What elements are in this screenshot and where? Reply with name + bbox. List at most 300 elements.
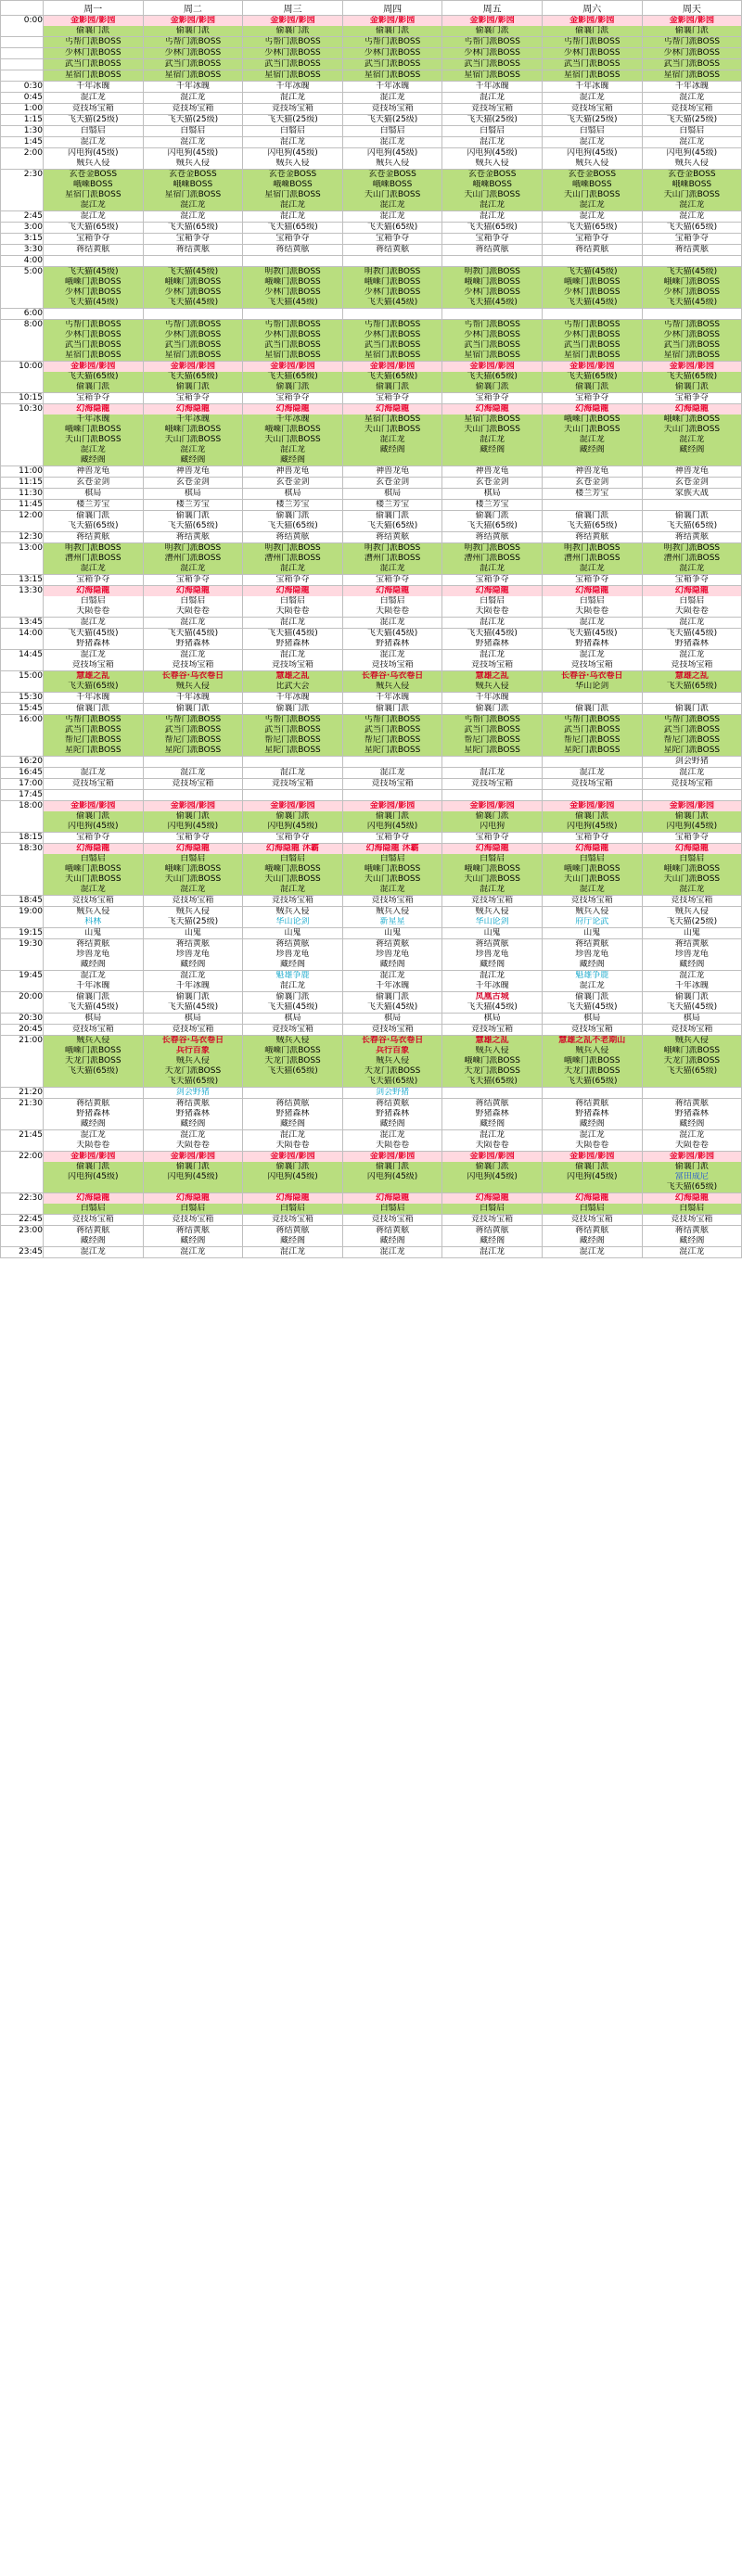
event-entry: 飞天猫(45级) <box>467 629 518 638</box>
event-entry: 贼兵入侵 <box>674 1036 709 1045</box>
schedule-cell <box>642 1025 742 1036</box>
schedule-cell <box>342 48 442 59</box>
event-entry: 竞技场宝箱 <box>172 660 214 670</box>
event-entry: 飞天猫(45级) <box>467 298 518 307</box>
event-entry: 金影园/影园 <box>243 362 342 372</box>
event-entry: 蒋结黄舷 <box>76 1099 110 1108</box>
schedule-cell <box>243 511 343 532</box>
event-entry: 金影园/影园 <box>643 16 742 26</box>
event-entry: 宝箱争夺 <box>275 833 310 842</box>
schedule-cell <box>243 768 343 779</box>
event-entry: 竞技场宝箱 <box>371 896 414 905</box>
event-entry: 少林门派BOSS <box>65 287 122 297</box>
table-row <box>1 1247 742 1258</box>
schedule-cell <box>442 1215 543 1226</box>
event-entry: 闪电狗(45级) <box>366 1172 418 1181</box>
schedule-cell <box>642 1226 742 1247</box>
event-entry: 神兽龙龟 <box>175 466 210 476</box>
schedule-cell <box>542 16 642 37</box>
table-row <box>1 896 742 907</box>
event-entry: 神兽龙龟 <box>575 466 609 476</box>
event-entry: 峨嵊门派BOSS <box>564 864 620 874</box>
event-entry: 蒋结黄舷 <box>575 939 609 949</box>
schedule-cell <box>143 104 243 115</box>
event-entry: 武当门派BOSS <box>164 725 222 734</box>
event-entry: 藏经阁 <box>480 445 505 454</box>
schedule-cell <box>342 511 442 532</box>
event-entry: 蒋结黄舷 <box>275 939 310 949</box>
event-entry <box>543 500 642 510</box>
event-entry: 白翳启 <box>679 596 705 606</box>
event-entry: 蒋结黄舷 <box>475 532 509 542</box>
event-entry: 竞技场宝箱 <box>471 1215 514 1224</box>
schedule-cell <box>243 575 343 586</box>
schedule-cell <box>442 478 543 489</box>
event-entry: 偷襄门派 <box>175 811 210 821</box>
schedule-cell <box>542 234 642 245</box>
event-entry: 天陨卷卷 <box>76 1141 110 1150</box>
schedule-cell <box>143 404 243 466</box>
schedule-cell <box>143 48 243 59</box>
event-entry: 偷襄门派 <box>175 704 210 713</box>
event-entry: 剑会野猪 <box>175 1088 210 1097</box>
event-entry: 棋局 <box>184 489 201 498</box>
schedule-cell <box>542 211 642 223</box>
schedule-cell <box>542 586 642 618</box>
event-entry: 竞技场宝箱 <box>371 104 414 113</box>
event-entry: 金影园/影园 <box>643 362 742 372</box>
time-label: 22:00 <box>1 1152 44 1193</box>
schedule-cell <box>542 466 642 478</box>
schedule-cell <box>143 1247 243 1258</box>
event-entry: 宝箱争夺 <box>175 575 210 584</box>
event-entry: 幻海隐龍 <box>243 1193 342 1204</box>
event-entry: 偷襄门派 <box>674 704 709 713</box>
event-entry: 白翳启 <box>480 1204 505 1213</box>
schedule-cell <box>44 404 144 466</box>
event-entry: 峨嵊门派BOSS <box>264 425 321 434</box>
table-row <box>1 1036 742 1088</box>
event-entry: 楼兰芳宝 <box>475 500 509 509</box>
time-label: 2:45 <box>1 211 44 223</box>
schedule-cell <box>44 511 144 532</box>
schedule-cell <box>342 833 442 844</box>
schedule-cell <box>243 1152 343 1193</box>
table-row <box>1 928 742 939</box>
schedule-cell <box>442 93 543 104</box>
schedule-cell <box>342 137 442 148</box>
schedule-cell <box>44 715 144 757</box>
schedule-cell <box>542 362 642 393</box>
schedule-cell <box>542 320 642 362</box>
event-entry: 蒋结黄舷 <box>175 532 210 542</box>
schedule-cell <box>542 267 642 309</box>
schedule-cell <box>642 629 742 650</box>
event-entry: 玄苍金剑 <box>475 478 509 487</box>
time-label: 18:45 <box>1 896 44 907</box>
event-entry: 偷襄门派 <box>376 511 410 520</box>
schedule-cell <box>442 1036 543 1088</box>
event-entry: 玄苍金BOSS <box>69 170 118 179</box>
schedule-cell <box>642 1014 742 1025</box>
event-entry: 蒋结黄舷 <box>76 1226 110 1235</box>
event-entry <box>442 790 542 800</box>
event-entry: 飞天猫(65级) <box>567 1077 618 1086</box>
schedule-cell <box>143 70 243 82</box>
event-entry: 竞技场宝箱 <box>671 896 713 905</box>
event-entry: 蒋结黄舷 <box>575 532 609 542</box>
event-entry: 星宿门派BOSS <box>65 351 122 360</box>
schedule-cell <box>243 170 343 211</box>
event-entry: 玄苍金剑 <box>674 478 709 487</box>
schedule-cell <box>442 939 543 971</box>
event-entry: 少林门派BOSS <box>264 287 321 297</box>
table-row <box>1 543 742 575</box>
event-entry <box>543 256 642 266</box>
event-entry: 偷襄门派 <box>475 811 509 821</box>
schedule-cell <box>342 362 442 393</box>
event-entry: 混江龙 <box>180 93 206 102</box>
schedule-cell <box>542 543 642 575</box>
event-entry: 蒋结黄舷 <box>175 939 210 949</box>
event-entry: 丐帮门派BOSS <box>264 320 321 329</box>
event-entry: 贼兵入侵 <box>575 159 609 168</box>
schedule-cell <box>243 245 343 256</box>
event-entry: 竞技场宝箱 <box>671 660 713 670</box>
event-entry: 偷襄门派 <box>575 811 609 821</box>
event-entry: 幻海隐龍 <box>442 844 542 854</box>
schedule-cell <box>342 500 442 511</box>
schedule-cell <box>243 223 343 234</box>
schedule-cell <box>44 245 144 256</box>
event-entry: 偷襄门派 <box>575 992 609 1001</box>
table-row <box>1 532 742 543</box>
event-entry: 幻海隐龍 <box>44 1193 143 1204</box>
event-entry: 偷襄门派 <box>275 992 310 1001</box>
event-entry: 星宿门派BOSS <box>464 70 520 80</box>
event-entry: 幻海隐龍 <box>144 1193 243 1204</box>
schedule-cell <box>243 1130 343 1152</box>
event-entry: 竞技场宝箱 <box>570 104 613 113</box>
event-entry: 少林门派BOSS <box>164 330 222 339</box>
schedule-cell <box>542 801 642 833</box>
day-column-header: 周三 <box>243 1 343 16</box>
event-entry: 竞技场宝箱 <box>471 660 514 670</box>
schedule-cell <box>143 801 243 833</box>
event-entry: 竞技场宝箱 <box>71 104 114 113</box>
event-entry: 贼兵入侵 <box>175 907 210 916</box>
schedule-cell <box>243 16 343 37</box>
schedule-cell <box>442 70 543 82</box>
event-entry: 珍兽龙龟 <box>175 950 210 959</box>
event-entry: 峨嵊门派BOSS <box>663 414 721 424</box>
schedule-cell <box>342 1099 442 1130</box>
schedule-cell <box>342 1036 442 1088</box>
event-entry: 少林门派BOSS <box>663 287 721 297</box>
schedule-cell <box>642 170 742 211</box>
event-entry: 竞技场宝箱 <box>671 104 713 113</box>
schedule-cell <box>642 704 742 715</box>
event-entry: 飞天猫(65级) <box>167 372 219 381</box>
event-entry: 混江龙 <box>679 650 705 659</box>
event-entry: 藏经阁 <box>279 960 305 969</box>
event-entry: 贼兵入侵 <box>275 907 310 916</box>
event-entry: 白翳启 <box>480 854 505 863</box>
event-entry: 武当门派BOSS <box>464 725 520 734</box>
schedule-cell <box>442 404 543 466</box>
event-entry: 野猪森林 <box>475 1109 509 1118</box>
event-entry: 闪电狗(45级) <box>567 1172 618 1181</box>
event-entry: 混江龙 <box>480 1247 505 1256</box>
event-entry: 玄苍金BOSS <box>169 170 217 179</box>
event-entry: 混江龙 <box>180 1247 206 1256</box>
event-entry: 宝箱争夺 <box>76 575 110 584</box>
event-entry: 竞技场宝箱 <box>570 1215 613 1224</box>
event-entry: 千年冰魄 <box>76 414 110 424</box>
event-entry: 混江龙 <box>679 564 705 573</box>
schedule-cell <box>243 104 343 115</box>
schedule-cell <box>143 362 243 393</box>
event-entry: 飞天猫(65级) <box>167 521 219 530</box>
schedule-cell <box>44 148 144 170</box>
event-entry: 长春谷·乌衣卷日 <box>161 671 224 681</box>
event-entry: 偷襄门派 <box>275 511 310 520</box>
event-entry: 混江龙 <box>80 618 106 627</box>
schedule-cell <box>342 629 442 650</box>
event-entry: 飞天猫(65级) <box>68 521 119 530</box>
event-entry: 蒋结黄舷 <box>175 1226 210 1235</box>
schedule-cell <box>542 1226 642 1247</box>
event-entry: 蒋结黄舷 <box>376 1099 410 1108</box>
event-entry: 混江龙 <box>579 93 605 102</box>
event-entry: 藏经阁 <box>679 445 705 454</box>
event-entry: 贼兵入侵 <box>76 907 110 916</box>
schedule-cell <box>243 48 343 59</box>
table-row <box>1 137 742 148</box>
schedule-cell <box>243 1247 343 1258</box>
event-entry: 神兽龙龟 <box>275 466 310 476</box>
event-entry: 野猪森林 <box>674 639 709 648</box>
event-entry: 金影园/影园 <box>442 801 542 811</box>
event-entry: 武当门派BOSS <box>364 59 421 69</box>
event-entry: 星宿门派BOSS <box>264 190 321 199</box>
schedule-cell <box>342 1152 442 1193</box>
event-entry: 飞天猫(45级) <box>68 629 119 638</box>
event-entry: 飞天猫(65级) <box>366 1077 418 1086</box>
event-entry: 宝箱争夺 <box>275 393 310 402</box>
schedule-cell <box>342 466 442 478</box>
schedule-cell <box>44 1152 144 1193</box>
event-entry: 混江龙 <box>679 971 705 980</box>
event-entry: 天山门派BOSS <box>663 874 721 884</box>
event-entry: 偷襄门派 <box>575 382 609 391</box>
event-entry: 宝箱争夺 <box>376 833 410 842</box>
table-row <box>1 1130 742 1152</box>
schedule-cell <box>542 1247 642 1258</box>
event-entry: 藏经阁 <box>80 960 106 969</box>
event-entry: 山鬼 <box>483 928 501 937</box>
schedule-cell <box>342 586 442 618</box>
schedule-cell <box>342 1014 442 1025</box>
schedule-cell <box>342 575 442 586</box>
time-label: 3:00 <box>1 223 44 234</box>
event-entry: 神兽龙龟 <box>76 466 110 476</box>
schedule-cell <box>642 532 742 543</box>
schedule-cell <box>542 37 642 48</box>
event-entry: 混江龙 <box>180 211 206 221</box>
event-entry: 漕州门派BOSS <box>264 554 321 563</box>
schedule-cell <box>143 992 243 1014</box>
event-entry: 混江龙 <box>480 435 505 444</box>
event-entry: 蒋结黄舷 <box>575 1099 609 1108</box>
schedule-cell <box>342 715 442 757</box>
schedule-cell <box>342 1226 442 1247</box>
time-label: 16:45 <box>1 768 44 779</box>
event-entry: 混江龙 <box>80 1247 106 1256</box>
event-entry: 闪电狗(45级) <box>467 148 518 158</box>
event-entry: 蒋结黄舷 <box>175 245 210 254</box>
event-entry: 闪电狗(45级) <box>267 822 318 831</box>
event-entry: 混江龙 <box>279 564 305 573</box>
event-entry: 竞技场宝箱 <box>671 779 713 788</box>
schedule-cell <box>44 82 144 93</box>
event-entry: 藏经阁 <box>679 960 705 969</box>
event-entry: 蒋结黄舷 <box>475 1099 509 1108</box>
event-entry: 千年冰魄 <box>76 693 110 702</box>
time-label: 16:20 <box>1 757 44 768</box>
event-entry <box>643 1088 742 1098</box>
event-entry: 天陨卷卷 <box>175 1141 210 1150</box>
schedule-cell <box>44 532 144 543</box>
table-row <box>1 844 742 896</box>
schedule-cell <box>342 82 442 93</box>
schedule-cell <box>44 992 144 1014</box>
schedule-cell <box>642 928 742 939</box>
event-entry <box>643 256 742 266</box>
event-entry: 藏经阁 <box>279 455 305 465</box>
event-entry: 天山门派BOSS <box>564 190 620 199</box>
event-entry: 慧雄之乱 <box>475 671 509 681</box>
event-entry: 混江龙 <box>579 1247 605 1256</box>
event-entry: 混江龙 <box>80 971 106 980</box>
schedule-cell <box>44 629 144 650</box>
event-entry: 峨嵊门派BOSS <box>65 277 122 287</box>
schedule-cell <box>243 126 343 137</box>
event-entry: 偷襄门派 <box>275 382 310 391</box>
event-entry: 宝箱争夺 <box>674 393 709 402</box>
event-entry: 武当门派BOSS <box>264 59 321 69</box>
table-row <box>1 211 742 223</box>
event-entry: 混江龙 <box>80 445 106 454</box>
event-entry: 混江龙 <box>279 1247 305 1256</box>
event-entry: 千年冰魄 <box>575 82 609 91</box>
time-label: 17:00 <box>1 779 44 790</box>
event-entry: 竞技场宝箱 <box>71 779 114 788</box>
event-entry: 少林门派BOSS <box>564 287 620 297</box>
schedule-cell <box>642 115 742 126</box>
time-label: 3:30 <box>1 245 44 256</box>
event-entry: 藏经阁 <box>480 960 505 969</box>
schedule-cell <box>143 1099 243 1130</box>
event-entry: 棋局 <box>683 1014 700 1023</box>
schedule-cell <box>143 37 243 48</box>
event-entry: 偷襄门派 <box>376 26 410 35</box>
schedule-cell <box>542 115 642 126</box>
day-column-header: 周六 <box>542 1 642 16</box>
event-entry: 峨嵊门派BOSS <box>164 864 222 874</box>
event-entry: 天山门派BOSS <box>264 435 321 444</box>
table-row <box>1 404 742 466</box>
schedule-cell <box>542 715 642 757</box>
event-entry: 混江龙 <box>679 137 705 147</box>
event-entry: 棋局 <box>84 1014 102 1023</box>
event-entry: 偷襄门派 <box>175 992 210 1001</box>
event-entry: 竞技场宝箱 <box>271 660 313 670</box>
schedule-cell <box>342 650 442 671</box>
schedule-cell <box>243 37 343 48</box>
schedule-cell <box>442 1014 543 1025</box>
table-row <box>1 93 742 104</box>
schedule-cell <box>44 137 144 148</box>
event-entry: 野猪森林 <box>575 1109 609 1118</box>
event-entry: 峨嵊BOSS <box>372 180 413 189</box>
day-column-header: 周五 <box>442 1 543 16</box>
event-entry: 偷襄门派 <box>275 704 310 713</box>
event-entry: 千年冰魄 <box>674 82 709 91</box>
event-entry: 蒋结黄舷 <box>674 245 709 254</box>
schedule-cell <box>243 844 343 896</box>
event-entry: 天龙门派BOSS <box>65 1056 122 1065</box>
schedule-cell <box>442 511 543 532</box>
event-entry: 混江龙 <box>579 200 605 210</box>
schedule-cell <box>342 70 442 82</box>
event-entry: 飞天猫(65级) <box>467 223 518 232</box>
event-entry: 金影园/影园 <box>243 801 342 811</box>
schedule-cell <box>243 466 343 478</box>
event-entry: 宝箱争夺 <box>376 575 410 584</box>
event-entry: 竞技场宝箱 <box>570 1025 613 1034</box>
event-entry: 白翳启 <box>579 596 605 606</box>
schedule-cell <box>143 1088 243 1099</box>
schedule-cell <box>642 489 742 500</box>
schedule-cell <box>342 309 442 320</box>
event-entry: 长春谷·乌衣卷日 <box>361 1036 424 1045</box>
event-entry: 少林门派BOSS <box>264 48 321 57</box>
event-entry: 千年冰魄 <box>175 693 210 702</box>
event-entry: 混江龙 <box>379 211 405 221</box>
event-entry: 幻海隐龍 <box>543 1193 642 1204</box>
schedule-cell <box>342 59 442 70</box>
event-entry: 白翳启 <box>279 1204 305 1213</box>
event-entry: 天山门派BOSS <box>464 874 520 884</box>
schedule-cell <box>44 1025 144 1036</box>
schedule-cell <box>542 489 642 500</box>
schedule-cell <box>342 693 442 704</box>
event-entry: 白翳启 <box>80 854 106 863</box>
event-entry: 飞天猫(45级) <box>267 629 318 638</box>
schedule-cell <box>442 104 543 115</box>
event-entry: 飞天猫(65级) <box>467 521 518 530</box>
event-entry: 白翳启 <box>180 1204 206 1213</box>
event-entry: 飞天猫(65级) <box>467 372 518 381</box>
event-entry: 神兽龙龟 <box>376 466 410 476</box>
event-entry: 山鬼 <box>284 928 301 937</box>
event-entry: 偷襄门派 <box>674 992 709 1001</box>
event-entry: 金影园/影园 <box>243 1152 342 1162</box>
schedule-cell <box>442 907 543 928</box>
event-entry: 少林门派BOSS <box>663 330 721 339</box>
event-entry: 混江龙 <box>180 564 206 573</box>
